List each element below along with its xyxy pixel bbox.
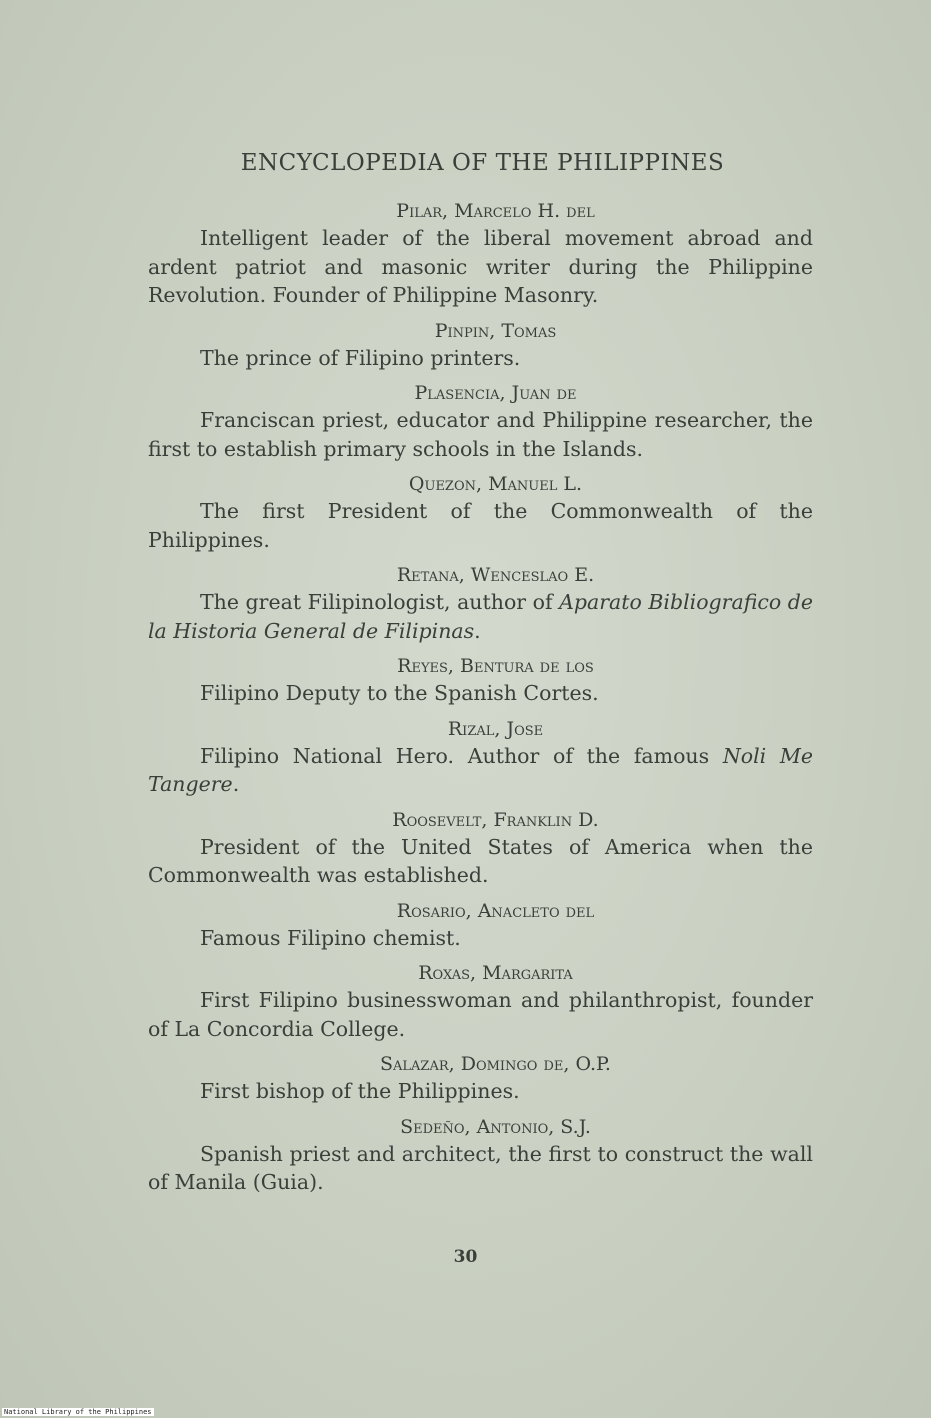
entry-description: President of the United States of America when the Commonwealth was established. [148, 834, 813, 887]
entry-description: The prince of Filipino printers. [200, 345, 521, 370]
book-title: Noli Me Tangere [148, 743, 813, 796]
entry-description: First Filipino businesswoman and philanthropist, founder of La Concordia College. [148, 988, 813, 1041]
entry-name: Pilar, Marcelo H. del [396, 200, 595, 222]
entry-rizal [148, 716, 813, 799]
desc-text: Filipino National Hero. Author of the famous [200, 743, 723, 768]
entry-description: Filipino Deputy to the Spanish Cortes. [200, 681, 599, 705]
page-header: ENCYCLOPEDIA OF THE PHILIPPINES [240, 150, 725, 176]
entry-description: Spanish priest and architect, the first to construct the wall of Manila (Guia). [148, 1141, 813, 1194]
entry-roxas [148, 960, 813, 1043]
entry-name: Rizal, Jose [447, 717, 544, 740]
footer-credit: National Library of the Philippines [4, 1408, 152, 1416]
entry-description: Intelligent leader of the liberal movement abroad and ardent patriot and masonic writer during the Philippine Revolution. Founder of Philippine Masonry. [148, 226, 813, 307]
entry-pinpin [148, 318, 813, 373]
entry-name: Salazar, Domingo de, O.P. [380, 1053, 611, 1075]
entry-quezon [148, 471, 813, 554]
entry-description [148, 588, 813, 645]
page-content [148, 150, 813, 1205]
entry-name: Sedeño, Antonio, S.J. [400, 1115, 591, 1138]
entry-name: Rosario, Anacleto del [396, 899, 595, 922]
entry-name: Quezon, Manuel L. [408, 473, 583, 495]
entry-name: Reyes, Bentura de los [397, 655, 594, 677]
page-number: 30 [453, 1247, 478, 1267]
entry-description: Franciscan priest, educator and Philippine researcher, the first to establish primary schools in the Islands. [148, 408, 813, 461]
entry-description: Famous Filipino chemist. [200, 925, 461, 950]
entry-plasencia [148, 380, 813, 463]
entry-name: Roosevelt, Franklin D. [392, 808, 599, 831]
entry-retana [148, 562, 813, 645]
desc-text: The great Filipinologist, author of [200, 590, 560, 614]
entry-roosevelt [148, 807, 813, 890]
entry-rosario [148, 898, 813, 953]
entry-name: Retana, Wenceslao E. [396, 564, 595, 586]
entry-description [148, 742, 813, 799]
desc-text: . [474, 618, 481, 643]
entry-salazar [148, 1051, 813, 1106]
book-title: Aparato Bibliografico de la Historia General de Filipinas [148, 590, 813, 643]
entry-sedeno [148, 1114, 813, 1197]
desc-text: . [232, 772, 240, 796]
entry-reyes [148, 653, 813, 708]
entry-description: First bishop of the Philippines. [200, 1079, 520, 1103]
entry-description: The first President of the Commonwealth of the Philippines. [148, 499, 813, 552]
entry-name: Roxas, Margarita [418, 962, 573, 984]
entry-name: Plasencia, Juan de [414, 382, 577, 404]
entry-pilar [148, 198, 813, 310]
entry-name: Pinpin, Tomas [434, 319, 557, 342]
